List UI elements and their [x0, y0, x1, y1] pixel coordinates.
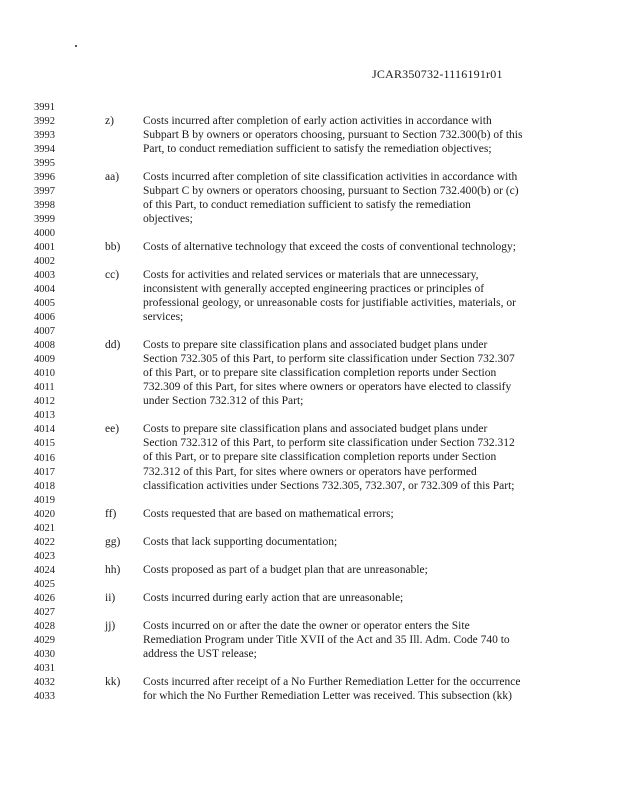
line-number: 4015	[34, 438, 55, 450]
item-text	[143, 269, 553, 325]
text-line: address the UST release;	[143, 647, 257, 660]
line-number: 3992	[34, 116, 55, 128]
item-text	[143, 241, 553, 255]
text-line: Section 732.305 of this Part, to perform site classification under Section 732.307	[143, 353, 515, 366]
text-line: of this Part, to conduct remediation sufficient to satisfy the remediation	[143, 199, 471, 212]
text-line: inconsistent with generally accepted engineering practices or principles of	[143, 283, 485, 296]
line-number: 4011	[34, 382, 55, 394]
text-line: of this Part, or to prepare site classification completion reports under Section	[143, 451, 497, 464]
item-label: ff)	[105, 507, 117, 520]
text-line: Costs incurred on or after the date the owner or operator enters the Site	[143, 619, 470, 632]
text-line: Costs incurred during early action that are unreasonable;	[143, 591, 404, 604]
text-line: Costs that lack supporting documentation;	[143, 535, 338, 548]
line-number: 4030	[34, 648, 55, 660]
text-line: Costs proposed as part of a budget plan that are unreasonable;	[143, 563, 428, 576]
line-number: 3994	[34, 144, 55, 156]
line-number: 4029	[34, 634, 55, 646]
line-number: 4031	[34, 662, 55, 674]
line-number: 4002	[34, 256, 55, 268]
line-number: 4004	[34, 284, 55, 296]
line-number: 4003	[34, 270, 55, 282]
scan-speck	[75, 45, 77, 47]
item-label: dd)	[105, 339, 121, 352]
text-line: 732.309 of this Part, for sites where owners or operators have elected to classify	[143, 381, 512, 394]
text-line: Part, to conduct remediation sufficient to satisfy the remediation objectives;	[143, 143, 492, 156]
item-label: aa)	[105, 171, 120, 184]
line-number: 4024	[34, 564, 55, 576]
line-number: 4017	[34, 466, 55, 478]
item-text	[143, 115, 553, 157]
text-line: Costs incurred after receipt of a No Further Remediation Letter for the occurrence	[143, 675, 521, 688]
text-line: Costs incurred after completion of early action activities in accordance with	[143, 115, 492, 128]
line-number: 3998	[34, 200, 55, 212]
line-number: 4007	[34, 326, 55, 338]
line-number: 4021	[34, 522, 55, 534]
item-text	[143, 564, 553, 578]
line-number: 4020	[34, 508, 55, 520]
text-line: of this Part, or to prepare site classification completion reports under Section	[143, 367, 497, 380]
line-number: 4012	[34, 396, 55, 408]
item-label: z)	[105, 115, 114, 128]
line-number: 4026	[34, 592, 55, 604]
text-line: professional geology, or unreasonable costs for justifiable activities, materials, or	[143, 297, 516, 310]
line-number: 3991	[34, 102, 55, 113]
line-number: 4022	[34, 536, 55, 548]
text-line: Costs incurred after completion of site classification activities in accordance with	[143, 171, 518, 184]
item-label: bb)	[105, 241, 121, 254]
line-number: 4023	[34, 550, 55, 562]
text-line: Subpart C by owners or operators choosing, pursuant to Section 732.400(b) or (c)	[143, 185, 519, 198]
text-line: Subpart B by owners or operators choosing, pursuant to Section 732.300(b) of this	[143, 129, 523, 142]
text-line: Costs requested that are based on mathematical errors;	[143, 507, 394, 520]
line-number: 3999	[34, 214, 55, 226]
line-number: 4001	[34, 242, 55, 254]
line-number: 4010	[34, 368, 55, 380]
line-number: 4014	[34, 424, 55, 436]
item-text	[143, 676, 553, 704]
item-label: ii)	[105, 591, 116, 604]
line-number: 4005	[34, 298, 55, 310]
text-line: Costs of alternative technology that exceed the costs of conventional technology;	[143, 241, 517, 254]
line-number: 4000	[34, 228, 55, 240]
text-line: Section 732.312 of this Part, to perform site classification under Section 732.312	[143, 437, 515, 450]
line-number: 4028	[34, 620, 55, 632]
item-text	[143, 508, 553, 522]
item-text	[143, 620, 553, 662]
text-line: for which the No Further Remediation Letter was received. This subsection (kk)	[143, 689, 512, 702]
item-text	[143, 339, 553, 409]
text-line: services;	[143, 311, 184, 324]
text-line: Costs for activities and related services or materials that are unnecessary,	[143, 269, 479, 282]
line-number: 4006	[34, 312, 55, 324]
item-label: gg)	[105, 535, 121, 548]
text-line: 732.312 of this Part, for sites where owners or operators have performed	[143, 465, 477, 478]
item-text	[143, 171, 553, 227]
line-number: 4033	[34, 690, 55, 702]
line-number: 4025	[34, 578, 55, 590]
line-number: 4032	[34, 676, 55, 688]
line-number: 3995	[34, 158, 55, 170]
line-number: 3993	[34, 130, 55, 142]
item-text	[143, 423, 553, 493]
line-number: 3996	[34, 172, 55, 184]
line-number: 4018	[34, 480, 55, 492]
text-line: Remediation Program under Title XVII of the Act and 35 Ill. Adm. Code 740 to	[143, 633, 510, 646]
line-number: 4008	[34, 340, 55, 352]
line-number: 4019	[34, 494, 55, 506]
item-text	[143, 592, 553, 606]
item-label: kk)	[105, 675, 121, 688]
line-number: 3997	[34, 186, 55, 198]
item-label: hh)	[105, 563, 121, 576]
text-line: classification activities under Sections 732.305, 732.307, or 732.309 of this Part;	[143, 479, 515, 492]
line-number: 4009	[34, 354, 55, 366]
item-text	[143, 536, 553, 550]
line-number: 4027	[34, 606, 55, 618]
item-label: jj)	[105, 619, 116, 632]
text-line: Costs to prepare site classification plans and associated budget plans under	[143, 339, 488, 352]
line-number: 4013	[34, 410, 55, 422]
text-line: under Section 732.312 of this Part;	[143, 395, 304, 408]
line-number: 4016	[34, 452, 55, 464]
item-label: ee)	[105, 423, 120, 436]
document-id: JCAR350732-1116191r01	[372, 67, 503, 81]
text-line: objectives;	[143, 213, 193, 226]
item-label: cc)	[105, 269, 120, 282]
text-line: Costs to prepare site classification plans and associated budget plans under	[143, 423, 488, 436]
